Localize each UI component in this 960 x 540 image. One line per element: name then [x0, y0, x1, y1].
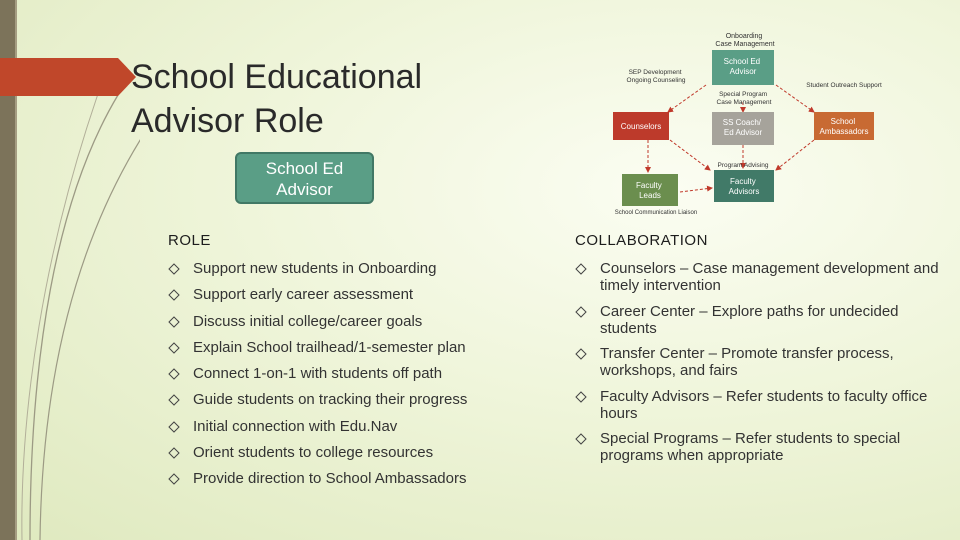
- diagram-box-faculty-leads-line2: Leads: [639, 191, 661, 200]
- svg-text:SS Coach/ Ed Advisor: [723, 118, 763, 137]
- role-list-item: [165, 260, 545, 286]
- role-list-item-text: Support new students in Onboarding: [193, 260, 437, 277]
- diagram-label-onboarding: [715, 33, 774, 48]
- diagram-label-outreach: Student Outreach Support: [806, 82, 882, 89]
- collaboration-list-item: [572, 430, 942, 464]
- diagram-label-onboarding-line2: Case Management: [715, 41, 775, 48]
- svg-text:Special Program Case Manag: [717, 91, 772, 106]
- role-list: [165, 260, 545, 497]
- diagram-box-ss-coach-line2: Ed Advisor: [723, 128, 763, 137]
- diagram-box-faculty-leads-line1: Faculty: [635, 181, 662, 190]
- diamond-outline-icon: [168, 473, 180, 485]
- diamond-outline-icon: [575, 433, 587, 445]
- diamond-outline-icon: [168, 316, 180, 328]
- role-list-item-text: Guide students on tracking their progress: [193, 391, 468, 409]
- diagram-label-program-advising: Program Advising: [717, 162, 769, 169]
- role-list-item-text: Connect 1-on-1 with students off path: [193, 365, 443, 383]
- collaboration-list-item-text: Career Center – Explore paths for undecided students: [600, 302, 899, 337]
- diamond-outline-icon: [168, 263, 180, 275]
- diagram-box-ambassadors-line2: Ambassadors: [819, 127, 869, 136]
- role-heading: ROLE: [168, 232, 211, 249]
- role-list-item-text: Discuss initial college/career goals: [193, 312, 423, 330]
- role-list-item-text: Initial connection with Edu.Nav: [193, 417, 398, 435]
- collaboration-list: [572, 260, 942, 473]
- diagram-box-school-ed-advisor-line2: Advisor: [729, 67, 757, 76]
- diamond-outline-icon: [168, 368, 180, 380]
- collaboration-list-item: [572, 345, 942, 379]
- role-list-item: [165, 391, 545, 417]
- title-accent-arrow: [0, 58, 118, 96]
- diamond-outline-icon: [168, 289, 180, 301]
- diagram-box-faculty-leads: [622, 174, 678, 206]
- role-list-item: [165, 418, 545, 444]
- collaboration-list-item-text: Transfer Center – Promote transfer process, workshops, and fairs: [600, 345, 894, 379]
- diamond-outline-icon: [168, 421, 180, 433]
- diagram-box-school-ed-advisor-line1: School Ed: [723, 57, 761, 66]
- role-list-item-text: Orient students to college resources: [193, 444, 434, 462]
- school-ed-advisor-badge: School Ed Advisor: [235, 152, 374, 204]
- diagram-box-ss-coach-line1: SS Coach/: [722, 118, 762, 127]
- svg-text:SEP Development Ongoing Co: [627, 69, 686, 84]
- collaboration-list-item: [572, 303, 942, 337]
- diagram-box-counselors-text: Counselors: [620, 122, 662, 131]
- page-title: School Educational Advisor Role: [131, 58, 423, 140]
- diagram-box-faculty-advisors-line1: Faculty: [729, 177, 756, 186]
- collaboration-list-item-text: Special Programs – Refer students to special programs when appropriate: [600, 430, 901, 464]
- diamond-outline-icon: [168, 342, 180, 354]
- diamond-outline-icon: [575, 348, 587, 360]
- role-list-item: [165, 444, 545, 470]
- role-list-item: [165, 365, 545, 391]
- role-list-item: [165, 339, 545, 365]
- collaboration-diagram: [608, 30, 898, 220]
- diamond-outline-icon: [168, 394, 180, 406]
- role-list-item-text: Explain School trailhead/1-semester plan: [193, 338, 466, 356]
- svg-text:Faculty Advisors: [729, 177, 760, 196]
- diagram-box-ambassadors-line1: School: [830, 117, 856, 126]
- role-list-item-text: Provide direction to School Ambassadors: [193, 470, 467, 488]
- svg-text:Faculty Leads: [636, 181, 664, 200]
- diamond-outline-icon: [168, 447, 180, 459]
- collaboration-list-item: [572, 260, 942, 294]
- role-list-item: [165, 286, 545, 312]
- diagram-label-sep-line2: Ongoing Counseling: [626, 77, 686, 84]
- diagram-label-liaison: School Communication Liaison: [614, 210, 698, 216]
- diagram-label-onboarding-line1: Onboarding: [725, 33, 763, 40]
- diagram-label-sep-line1: SEP Development: [628, 69, 682, 76]
- collaboration-list-item-text: Faculty Advisors – Refer students to faculty office hours: [600, 387, 928, 422]
- collaboration-list-item-text: Counselors – Case management development and timely intervention: [600, 260, 939, 294]
- role-list-item: [165, 470, 545, 496]
- collaboration-heading: COLLABORATION: [575, 232, 708, 249]
- diagram-label-special-line2: Case Management: [716, 99, 772, 106]
- diamond-outline-icon: [575, 391, 587, 403]
- diamond-outline-icon: [575, 306, 587, 318]
- diagram-box-faculty-advisors-line2: Advisors: [728, 187, 760, 196]
- role-list-item-text: Support early career assessment: [193, 286, 414, 304]
- diagram-label-special-line1: Special Program: [719, 91, 768, 98]
- diagram-box-faculty-advisors: [714, 170, 774, 202]
- diamond-outline-icon: [575, 263, 587, 275]
- collaboration-list-item: [572, 388, 942, 422]
- role-list-item: [165, 313, 545, 339]
